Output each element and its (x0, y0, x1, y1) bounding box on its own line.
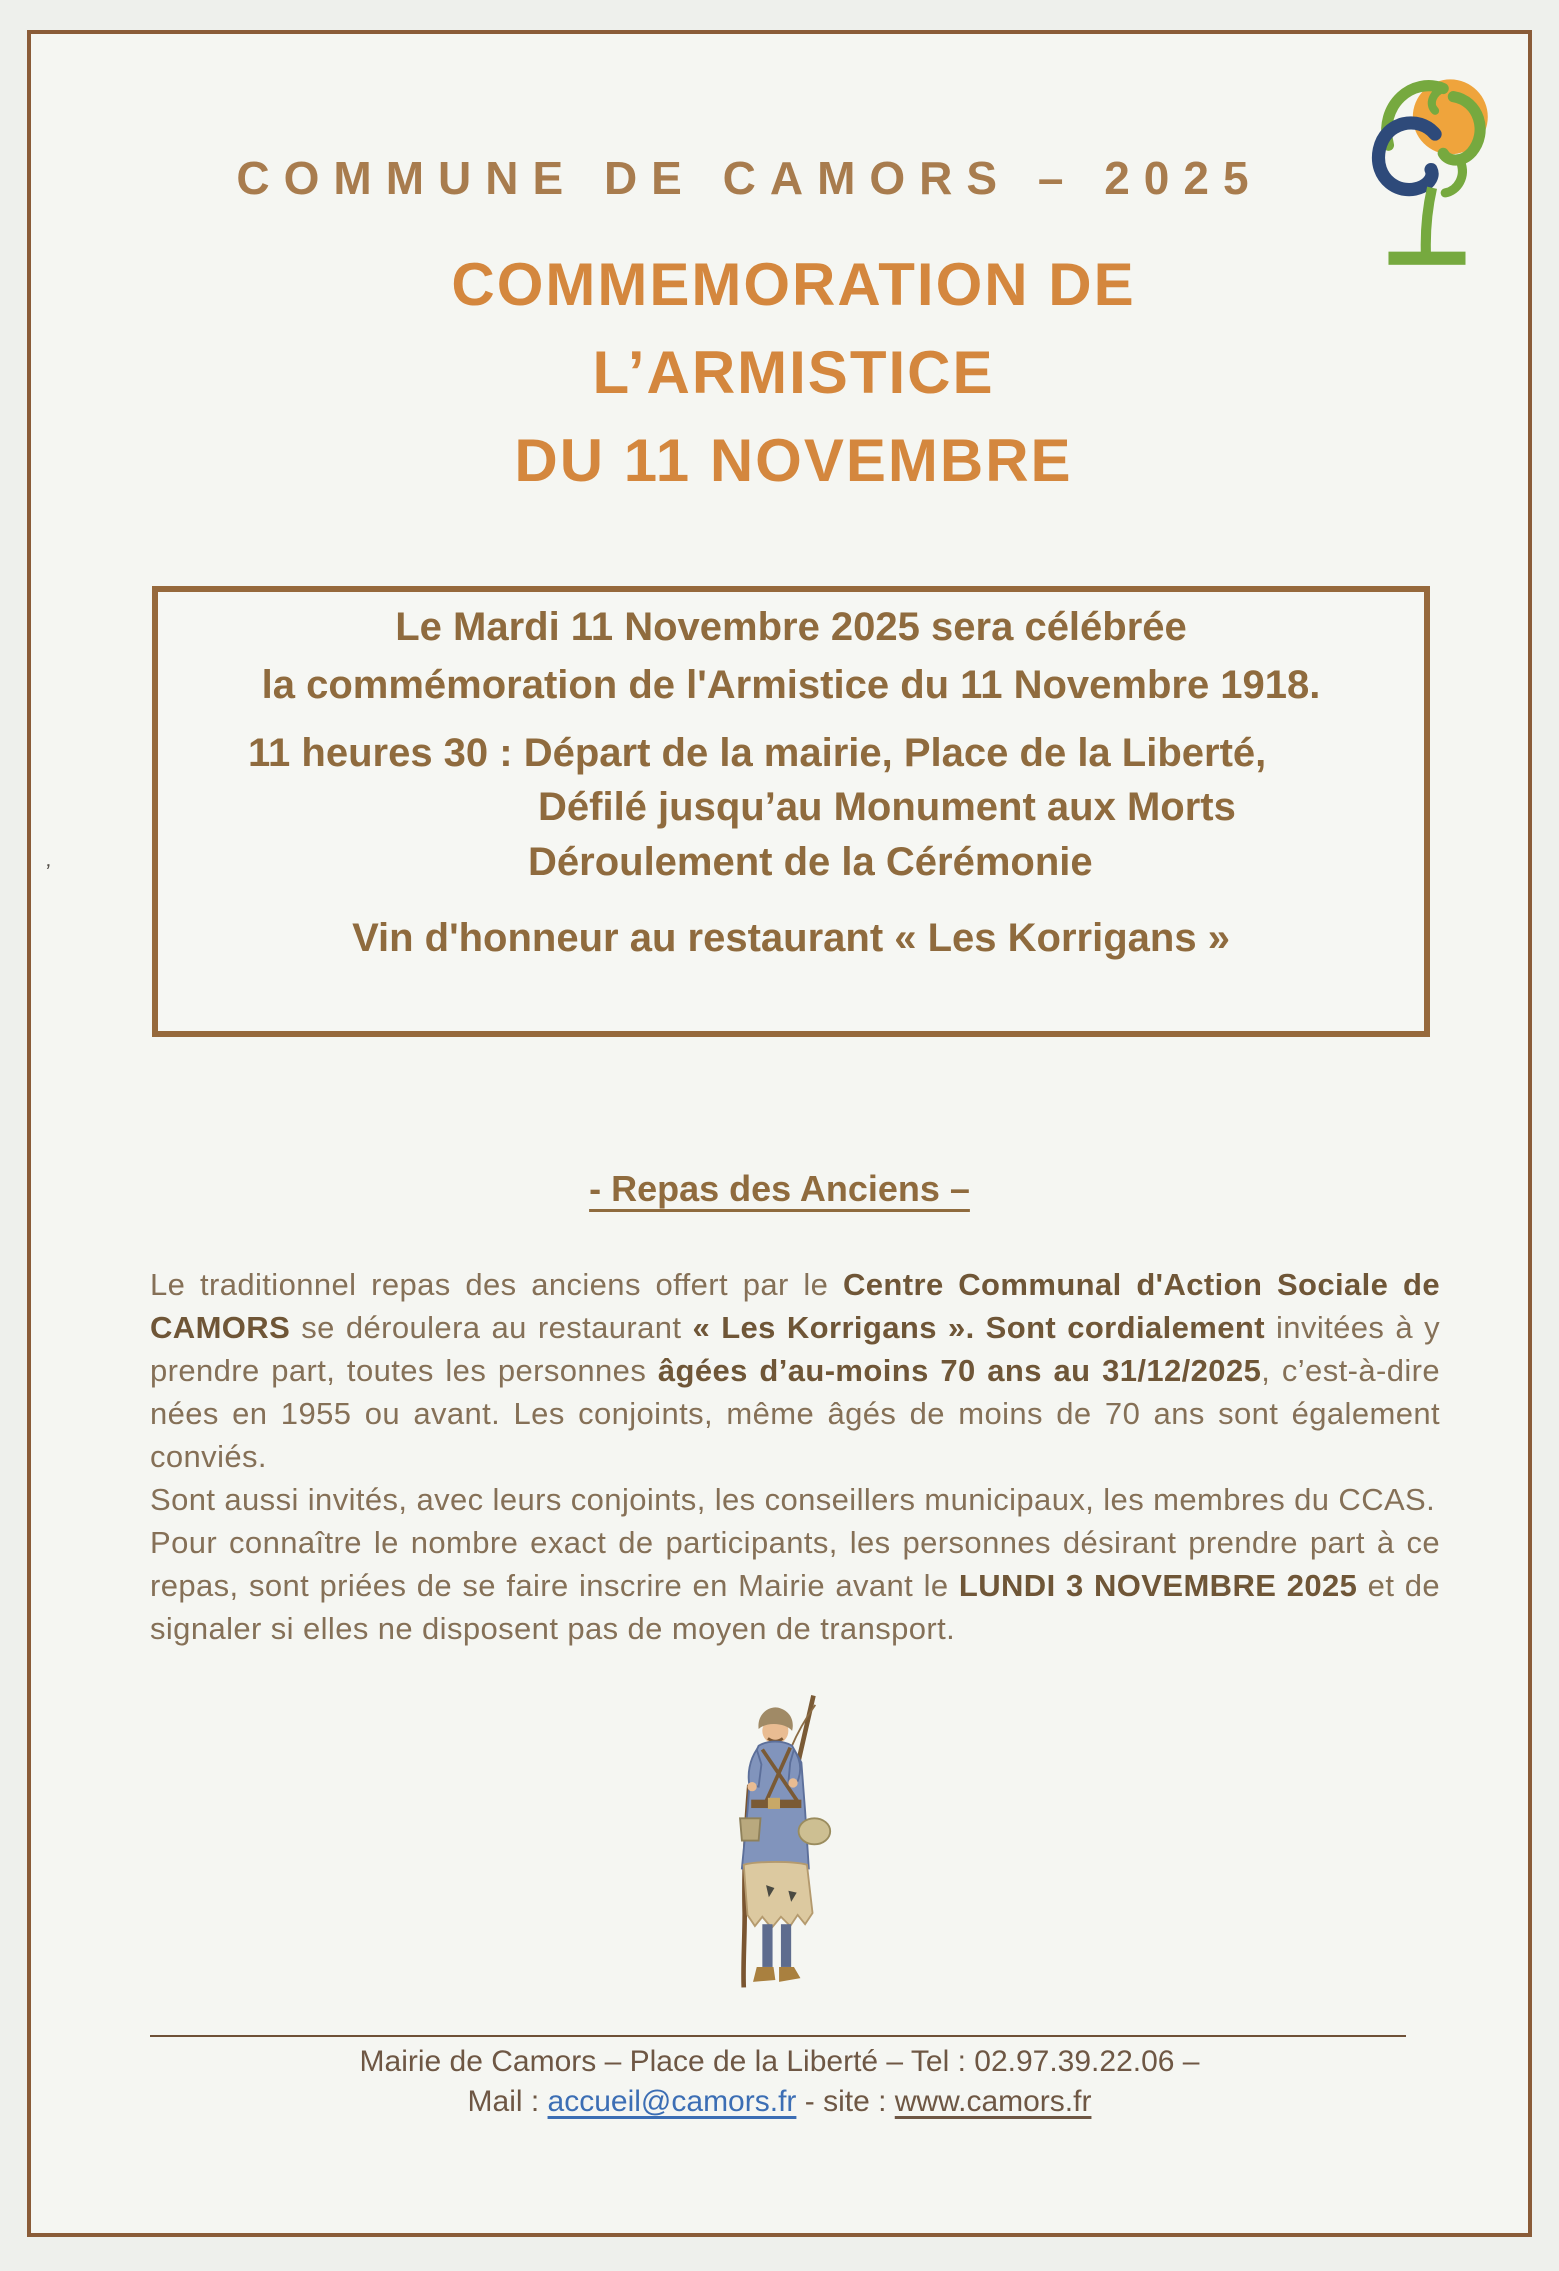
paragraph-bold-text: « Les Korrigans ». Sont cordialement (692, 1310, 1265, 1345)
section-heading-repas-des-anciens: - Repas des Anciens – (589, 1168, 970, 1209)
soldier-pouch (740, 1818, 760, 1840)
page-title (45, 241, 1542, 505)
paragraph-text: Sont aussi invités, avec leurs conjoints, les conseillers municipaux, les membres du CCAS. (150, 1482, 1436, 1517)
soldier-belt-buckle (767, 1798, 779, 1809)
paragraph-bold-text: âgées d’au-moins 70 ans au 31/12/2025 (657, 1353, 1262, 1388)
soldier-hand-right (788, 1778, 797, 1787)
ceremony-event-box (152, 586, 1430, 1037)
paragraph-text: se déroulera au restaurant (290, 1310, 693, 1345)
paragraph (150, 1478, 1440, 1521)
event-parade-line: Défilé jusqu’au Monument aux Morts (538, 785, 1236, 829)
paragraph-text: invitées à y prendre part, toutes les personnes (150, 1310, 1440, 1388)
paragraph-bold-text: Centre Communal d'Action Sociale de CAMORS (150, 1267, 1440, 1345)
paragraph-text: et de signaler si elles ne disposent pas de moyen de transport. (150, 1568, 1440, 1646)
soldier-torn-coat-skirt (743, 1862, 812, 1928)
footer-address-line: Mairie de Camors – Place de la Liberté – Tel : 02.97.39.22.06 – (359, 2045, 1200, 2078)
soldier-boot-left (753, 1967, 775, 1982)
soldier-leg-left (762, 1924, 772, 1967)
event-commemoration-line: la commémoration de l'Armistice du 11 Novembre 1918. (261, 663, 1321, 707)
soldier-haversack (798, 1818, 830, 1844)
title-line-1: COMMEMORATION DE (451, 251, 1136, 318)
footer-divider (150, 2035, 1406, 2037)
event-date-line: Le Mardi 11 Novembre 2025 sera célébrée (395, 605, 1187, 649)
footer-mail-label: Mail : (467, 2085, 548, 2118)
paragraph-bold-text: LUNDI 3 NOVEMBRE 2025 (958, 1568, 1358, 1603)
soldier-boot-right (779, 1967, 800, 1982)
scan-artifact-mark: ʼ (43, 859, 52, 886)
soldier-leg-right (780, 1924, 790, 1967)
paragraph (150, 1263, 1440, 1478)
paragraphs (150, 1263, 1440, 1650)
soldier-illustration-wrap (31, 1690, 1528, 2011)
title-line-2: L’ARMISTICE (592, 339, 995, 406)
footer (31, 2043, 1528, 2121)
event-schedule-line: 11 heures 30 : Départ de la mairie, Place de la Liberté, (248, 731, 1267, 775)
wwi-soldier-illustration (701, 1690, 859, 2006)
email-link[interactable]: accueil@camors.fr (547, 2085, 797, 2118)
footer-contact-line (31, 2083, 1528, 2121)
soldier-hand-left (747, 1782, 756, 1791)
commune-header: COMMUNE DE CAMORS – 2025 (236, 152, 1263, 204)
title-line-3: DU 11 NOVEMBRE (514, 427, 1073, 494)
paragraph (150, 1521, 1440, 1650)
website-link[interactable]: www.camors.fr (894, 2085, 1092, 2118)
paragraph-text: , c’est-à-dire nées en 1955 ou avant. Les conjoints, même âgés de moins de 70 ans sont également conviés. (150, 1353, 1440, 1474)
event-vin-honneur-line: Vin d'honneur au restaurant « Les Korrigans » (352, 916, 1230, 960)
paragraph-text: Le traditionnel repas des anciens offert par le (150, 1267, 843, 1302)
event-ceremony-line: Déroulement de la Cérémonie (528, 840, 1093, 884)
paragraph-text: Pour connaître le nombre exact de participants, les personnes désirant prendre part à ce repas, sont priées de se faire inscrire en Mairie avant le (150, 1525, 1440, 1603)
document-page (27, 30, 1532, 2237)
footer-site-label: - site : (796, 2085, 895, 2118)
